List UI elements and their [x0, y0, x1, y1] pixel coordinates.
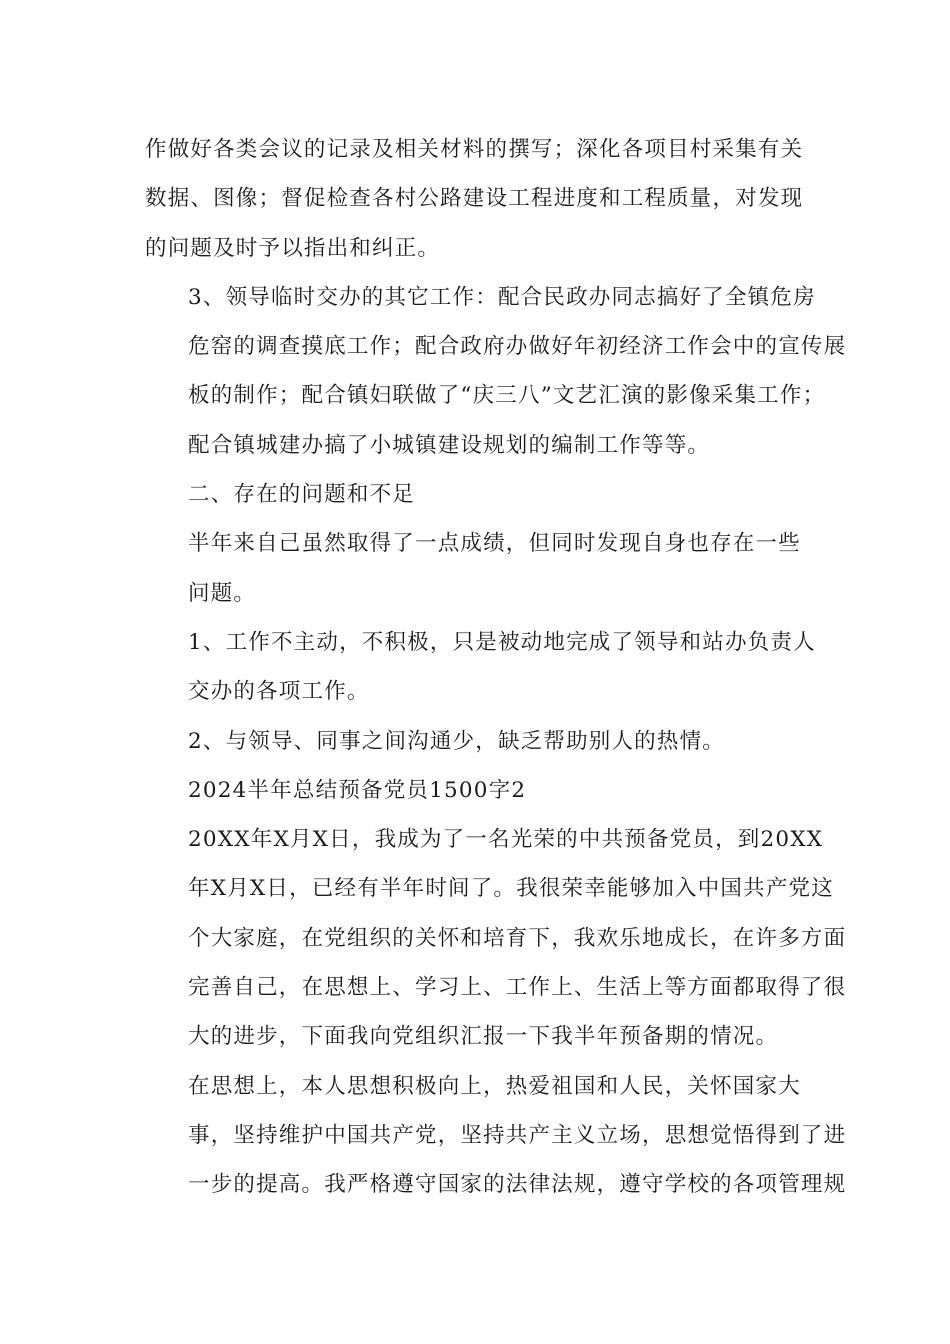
text-line: 大的进步，下面我向党组织汇报一下我半年预备期的情况。 — [188, 1024, 779, 1050]
paragraph — [145, 470, 810, 519]
paragraph — [145, 815, 847, 1061]
paragraph — [145, 1062, 847, 1210]
text-line: 的问题及时予以指出和纠正。 — [145, 235, 441, 261]
text-line: 危窑的调查摸底工作；配合政府办做好年初经济工作会中的宣传展 — [188, 334, 847, 360]
paragraph — [145, 125, 810, 273]
paragraph — [145, 717, 810, 766]
text-line: 一步的提高。我严格遵守国家的法律法规，遵守学校的各项管理规 — [188, 1172, 847, 1198]
text-line: 完善自己，在思想上、学习上、工作上、生活上等方面都取得了很 — [188, 975, 847, 1001]
text-line: 20XX年X月X日，我成为了一名光荣的中共预备党员，到20XX — [188, 827, 824, 853]
text-line: 个大家庭，在党组织的关怀和培育下，我欢乐地成长，在许多方面 — [188, 925, 847, 951]
text-line: 板的制作；配合镇妇联做了“庆三八”文艺汇演的影像采集工作； — [188, 383, 826, 409]
text-line: 1、工作不主动，不积极，只是被动地完成了领导和站办负责人 — [188, 629, 816, 655]
text-line: 二、存在的问题和不足 — [188, 482, 416, 508]
text-line: 半年来自己虽然取得了一点成绩，但同时发现自身也存在一些 — [188, 531, 801, 557]
text-line: 作做好各类会议的记录及相关材料的撰写；深化各项目村采集有关 — [145, 137, 804, 162]
text-line: 数据、图像；督促检查各村公路建设工程进度和工程质量，对发现 — [145, 186, 804, 212]
paragraph — [145, 766, 810, 815]
text-line: 2024半年总结预备党员1500字2 — [188, 777, 527, 803]
paragraph — [145, 273, 847, 470]
text-line: 问题。 — [188, 580, 257, 606]
text-line: 年X月X日，已经有半年时间了。我很荣幸能够加入中国共产党这 — [188, 876, 834, 902]
document-body — [145, 125, 847, 1210]
text-line: 事，坚持维护中国共产党，坚持共产主义立场，思想觉悟得到了进 — [188, 1122, 847, 1148]
text-line: 配合镇城建办搞了小城镇建设规划的编制工作等等。 — [188, 432, 711, 458]
paragraph — [145, 519, 810, 618]
text-line: 3、领导临时交办的其它工作：配合民政办同志搞好了全镇危房 — [188, 284, 816, 310]
paragraph — [145, 618, 816, 717]
text-line: 在思想上，本人思想积极向上，热爱祖国和人民，关怀国家大 — [188, 1073, 801, 1099]
text-line: 交办的各项工作。 — [188, 679, 370, 705]
text-line: 2、与领导、同事之间沟通少，缺乏帮助别人的热情。 — [188, 728, 725, 754]
